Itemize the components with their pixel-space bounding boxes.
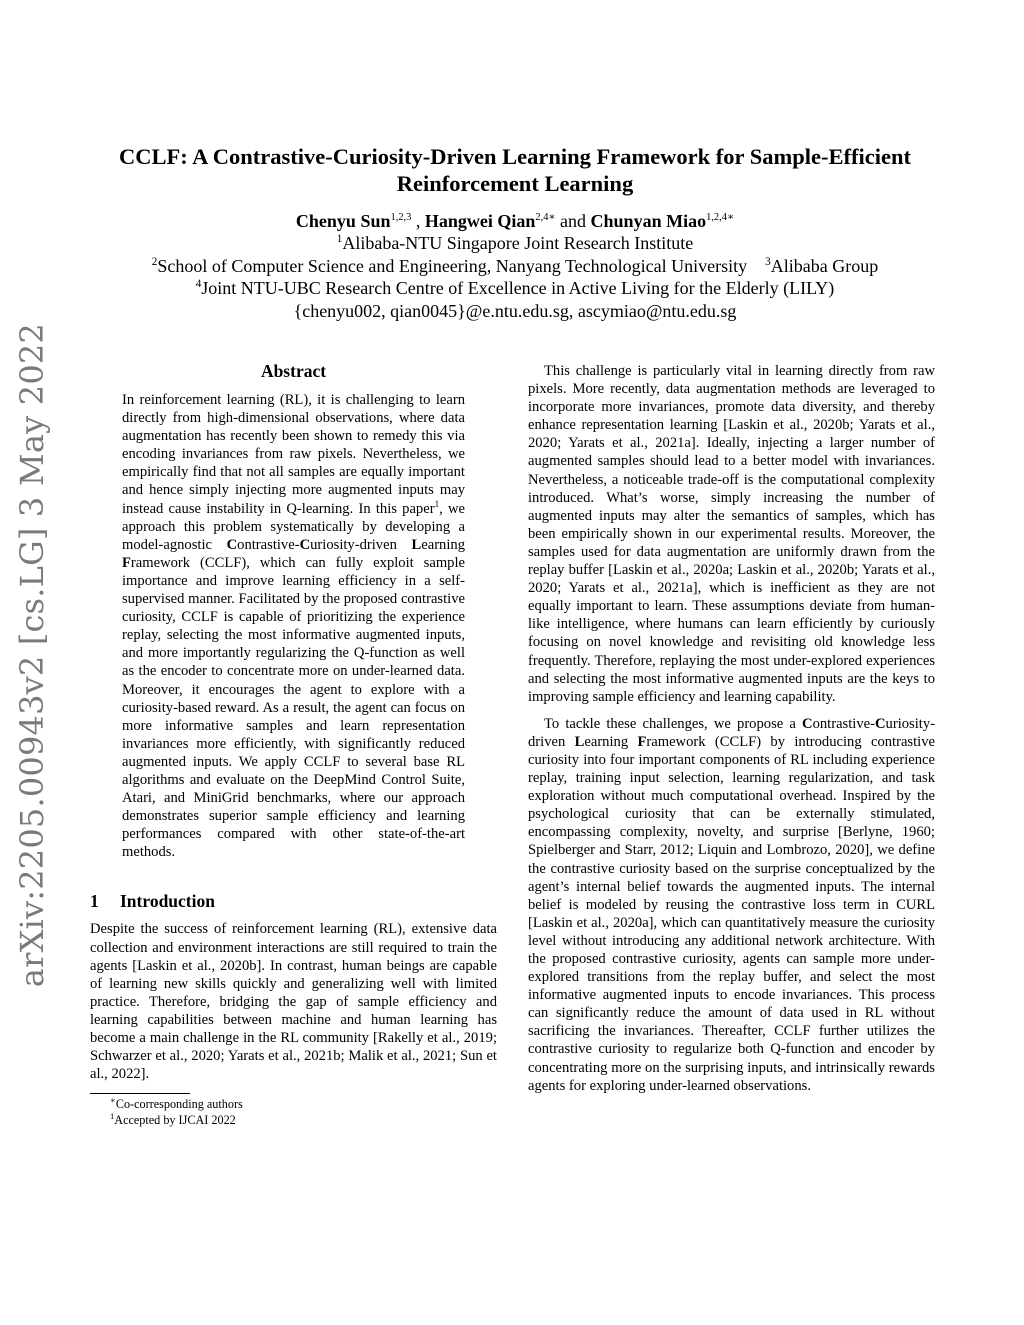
body-paragraph: [528, 715, 935, 1095]
text-run: ramework (CCLF) by introducing contrastive curiosity into four important components of RL including experience replay, training input selection, learning regularization, and task exploration without much computational overhead. Inspired by the psychological curiosity that can be externally stimulated, encompassing complexity, novelty, and surprise [Berlyne, 1960; Spielberger and Starr, 2012; Liquin and Lombrozo, 2020], we define the contrastive curiosity based on the surprise conceptualized by the agent’s internal belief towards the augmented inputs. The internal belief is modeled by reusing the contrastive loss term in CURL [Laskin et al., 2020a], which can quantitatively measure the curiosity level without introducing any additional network architecture. With the proposed contrastive curiosity, agents can sample more under-explored transitions from the replay buffer, and select the most informative augmented inputs to encode invariances. This process can significantly reduce the amount of data used in RL without sacrificing the invariances. Thereafter, CCLF further utilizes the contrastive curiosity to regularize both Q-function and encoder by concentrating more on the surprising inputs, and intrinsically rewards agents for exploring under-learned observations.: [528, 733, 935, 1094]
text-run: uriosity-driven: [310, 536, 412, 553]
author-affil-sup: 2,4∗: [535, 212, 556, 223]
text-run: uriosity-driven: [528, 715, 935, 750]
arxiv-stamp-text: arXiv:2205.00943v2 [cs.LG] 3 May 2022: [13, 322, 51, 988]
author-separator: ,: [411, 211, 425, 231]
abstract-body: [122, 391, 465, 861]
introduction-body: [90, 920, 497, 1083]
footnote-accepted: [90, 1110, 497, 1129]
body-paragraph: This challenge is particularly vital in learning directly from raw pixels. More recently, data augmentation methods are leveraged to incorporate more invariances, promote data diversity, and thereby enhance representation learning [Laskin et al., 2020b; Yarats et al., 2020; Yarats et al., 2021a]. Ideally, injecting a larger number of augmented samples should lead to a better model with invariances. Nevertheless, a noticeable trade-off is the computational complexity introduced. What’s worse, simply increasing the number of augmented inputs may alter the semantics of samples, which has been empirically shown in our experimental results. Moreover, the samples used for data augmentation are uniformly drawn from the replay buffer [Laskin et al., 2020a; Laskin et al., 2020b; Yarats et al., 2020; Yarats et al., 2021a], which is inefficient as they are not equally important to learn. These assumptions deviate from human-like intelligence, where humans can learn efficiently by curiously focusing on novel knowledge and revisiting old knowledge less frequently. Therefore, replaying the most under-explored experiences and selecting the most informative augmented inputs are the keys to improving sample efficiency and learning capability.: [528, 363, 935, 705]
author-name: Chunyan Miao: [590, 211, 707, 231]
section-heading: [90, 890, 497, 912]
author-name: Hangwei Qian: [424, 211, 536, 231]
acronym-letter: F: [637, 733, 647, 750]
arxiv-stamp: [4, 322, 60, 988]
text-run: earning: [421, 536, 465, 553]
affil-sup: 4: [195, 278, 202, 290]
acronym-letter: F: [122, 554, 131, 571]
footnote-divider: [90, 1093, 190, 1094]
paper-header: [80, 143, 950, 322]
affiliation-1: [80, 232, 950, 255]
text-run: To tackle these challenges, we propose a: [544, 715, 803, 732]
footnote-text: Co-corresponding authors: [115, 1097, 243, 1112]
right-column: [528, 362, 935, 1095]
paper-title: [80, 143, 950, 197]
left-column: [90, 360, 497, 1128]
section-title: Introduction: [120, 891, 215, 912]
author-affil-sup: 1,2,4∗: [706, 212, 735, 223]
affiliation-4: [80, 277, 950, 300]
abstract-heading: Abstract: [260, 361, 327, 381]
acronym-letter: C: [226, 536, 238, 553]
acronym-letter: C: [802, 715, 813, 732]
text-run: ontrastive-: [812, 715, 875, 732]
text-run: , we approach this problem systematically by developing a model-agnostic: [122, 500, 465, 553]
affil-text: Alibaba-NTU Singapore Joint Research Institute: [342, 233, 694, 253]
section-number: 1: [90, 891, 99, 912]
text-run: In reinforcement learning (RL), it is challenging to learn directly from high-dimensional observations, where data augmentation has recently been shown to remedy this via encoding invariances from raw pixels. Nevertheless, we empirically find that not all samples are equally important and hence simply injecting more augmented inputs may instead cause instability in Q-learning. In this paper: [122, 392, 465, 517]
author-affil-sup: 1,2,3: [390, 212, 412, 223]
affil-text: Alibaba Group: [770, 255, 879, 276]
abstract-paragraph: [122, 391, 465, 861]
author-separator: and: [555, 211, 591, 231]
affil-sup: 1: [336, 233, 343, 245]
title-line-2: Reinforcement Learning: [396, 171, 634, 196]
affil-sup: 2: [151, 255, 158, 268]
footnote-text: Accepted by IJCAI 2022: [114, 1112, 236, 1127]
acronym-letter: C: [874, 715, 886, 732]
text-run: ontrastive-: [237, 536, 300, 553]
affil-text: Joint NTU-UBC Research Centre of Excellence in Active Living for the Elderly (LILY): [201, 278, 835, 298]
footnote-mark: 1: [110, 1110, 115, 1121]
acronym-letter: L: [574, 733, 585, 750]
footnote-ref: 1: [434, 498, 440, 509]
intro-paragraph: Despite the success of reinforcement learning (RL), extensive data collection and environment interactions are still required to train the agents [Laskin et al., 2020b]. In contrast, human beings are capable of learning new skills quickly and generalizing well with limited practice. Therefore, bridging the gap of sample efficiency and learning capabilities between machine and human learning has become a main challenge in the RL community [Rakelly et al., 2019; Schwarzer et al., 2020; Yarats et al., 2021b; Malik et al., 2021; Sun et al., 2022].: [90, 921, 497, 1083]
author-emails: {chenyu002, qian0045}@e.ntu.edu.sg, ascymiao@ntu.edu.sg: [293, 300, 737, 321]
title-line-1: CCLF: A Contrastive-Curiosity-Driven Learning Framework for Sample-Efficient: [119, 144, 911, 169]
author-list: [80, 210, 950, 232]
author-name: Chenyu Sun: [295, 211, 391, 231]
footnote-corresponding: [90, 1097, 497, 1113]
text-run: earning: [584, 733, 638, 750]
affil-sup: 3: [765, 255, 771, 268]
footnote-mark: ∗: [110, 1095, 116, 1106]
affiliation-2-3: [80, 255, 950, 278]
acronym-letter: C: [299, 536, 311, 553]
acronym-letter: L: [411, 536, 422, 553]
text-run: ramework (CCLF), which can fully exploit sample importance and improve learning efficiency in a self-supervised manner. Facilitated by the proposed contrastive curiosity, CCLF is capable of prioritizing the experience replay, selecting the most informative augmented inputs, and more importantly regularizing the Q-function as well as the encoder to concentrate more on under-learned data. Moreover, it encourages the agent to explore with a curiosity-based reward. As a result, the agent can focus on more informative samples and learn representation invariances more efficiently, with significantly reduced augmented inputs. We apply CCLF to several base RL algorithms and evaluate on the DeepMind Control Suite, Atari, and MiniGrid benchmarks, where our approach demonstrates superior sample efficiency and learning performances compared with other state-of-the-art methods.: [122, 554, 465, 861]
affil-text: School of Computer Science and Engineering, Nanyang Technological University: [157, 255, 748, 276]
